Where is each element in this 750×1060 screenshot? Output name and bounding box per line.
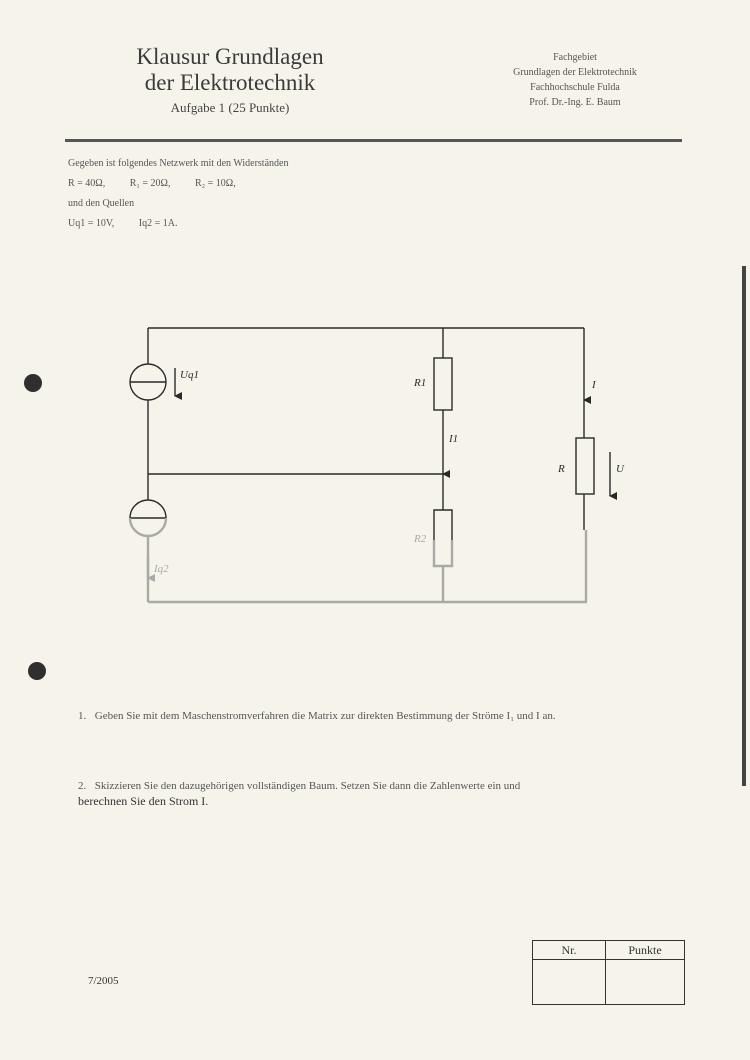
current-source-Iq2-bottom bbox=[130, 518, 166, 536]
label-Iq2: Iq2 bbox=[154, 563, 169, 575]
source-Uq1: Uq1 = 10V, bbox=[68, 218, 115, 229]
resistor-R: R = 40Ω, bbox=[68, 178, 106, 189]
exam-subtitle: Aufgabe 1 (25 Punkte) bbox=[170, 100, 290, 115]
score-table bbox=[532, 940, 685, 1005]
sources-intro: und den Quellen bbox=[68, 198, 135, 209]
task-2 bbox=[78, 779, 686, 810]
score-header-nr: Nr. bbox=[533, 941, 606, 960]
current-source-Iq2-top bbox=[130, 500, 166, 518]
task-number: 1. bbox=[78, 710, 87, 722]
resistor-R2: R₂ = 10Ω, bbox=[194, 178, 236, 189]
resistor-R1-symbol bbox=[434, 358, 452, 410]
label-R2: R2 bbox=[414, 533, 427, 545]
resistor-R2-bottom bbox=[434, 540, 452, 566]
department-line: Fachhochschule Fulda bbox=[530, 82, 620, 93]
department-line: Fachgebiet bbox=[553, 52, 597, 63]
exam-date: 7/2005 bbox=[88, 975, 119, 987]
label-I1: I1 bbox=[449, 433, 459, 445]
task-text: Geben Sie mit dem Maschenstromverfahren die Matrix zur direkten Bestimmung der Ströme I₁ und I an. bbox=[94, 710, 556, 722]
label-U: U bbox=[616, 463, 624, 475]
score-header-punkte: Punkte bbox=[606, 941, 685, 960]
task-text: Skizzieren Sie den dazugehörigen vollständigen Baum. Setzen Sie dann die Zahlenwerte ein und bbox=[94, 780, 521, 792]
department-line: Grundlagen der Elektrotechnik bbox=[513, 67, 637, 78]
resistor-R-symbol bbox=[576, 438, 594, 494]
label-R: R bbox=[558, 463, 565, 475]
task-text-continued: berechnen Sie den Strom I. bbox=[78, 794, 209, 808]
score-field-punkte[interactable] bbox=[606, 960, 685, 1005]
given-intro: Gegeben ist folgendes Netzwerk mit den Widerständen bbox=[68, 158, 289, 169]
department-line: Prof. Dr.-Ing. E. Baum bbox=[529, 97, 621, 108]
resistor-R1: R₁ = 20Ω, bbox=[129, 178, 171, 189]
task-1 bbox=[78, 709, 686, 724]
label-R1: R1 bbox=[414, 377, 427, 389]
resistor-R2-top bbox=[434, 510, 452, 540]
score-field-nr[interactable] bbox=[533, 960, 606, 1005]
exam-title-line2: der Elektrotechnik bbox=[144, 70, 316, 95]
exam-title-line1: Klausur Grundlagen bbox=[136, 44, 324, 69]
source-Iq2: Iq2 = 1A. bbox=[138, 218, 178, 229]
label-Uq1: Uq1 bbox=[180, 369, 199, 381]
label-I: I bbox=[592, 379, 596, 391]
task-number: 2. bbox=[78, 780, 87, 792]
